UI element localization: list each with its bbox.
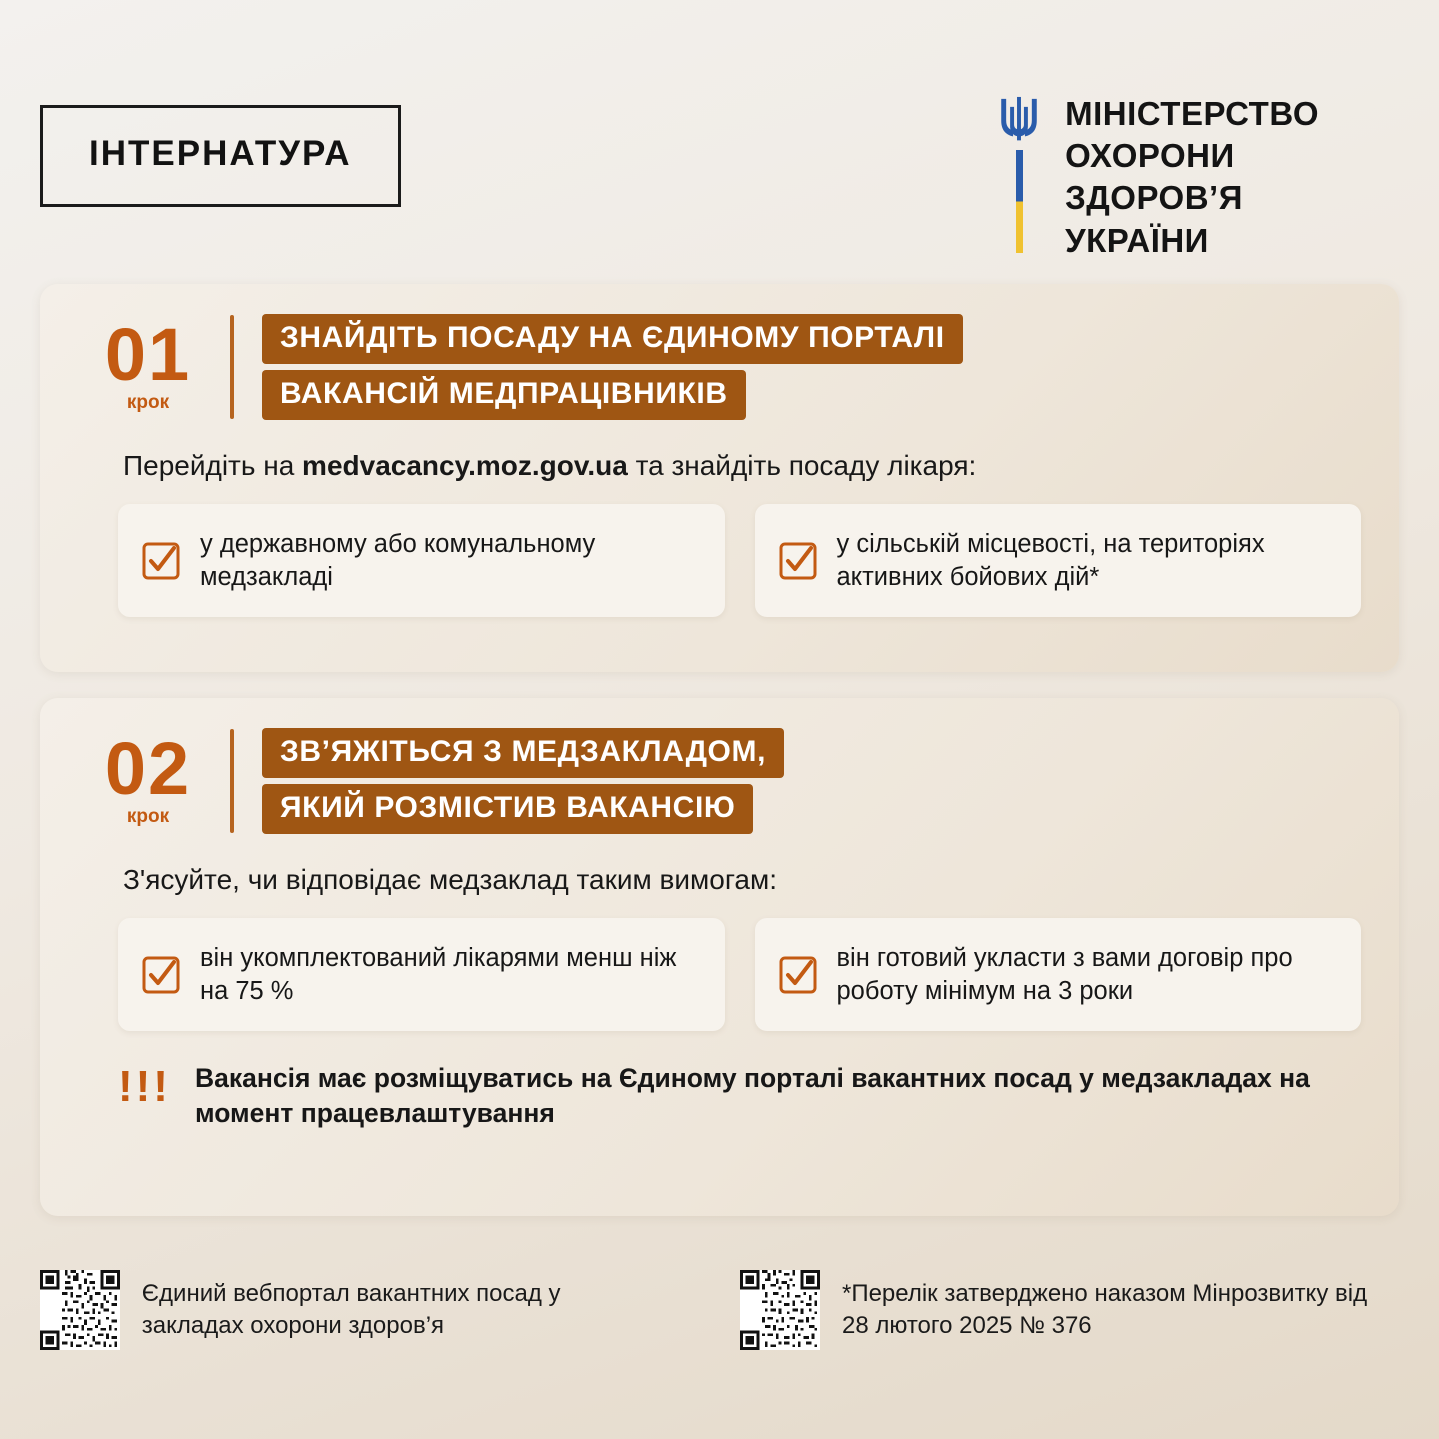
check-item-label: у державному або комунальному медзакладі (200, 529, 596, 591)
step-card-1 (40, 284, 1399, 672)
check-item (118, 918, 725, 1031)
ministry-name (1065, 93, 1319, 262)
step-1-number-caption: крок (126, 392, 170, 414)
ministry-line-2: ОХОРОНИ (1065, 137, 1235, 175)
checkbox-checked-icon (142, 956, 180, 994)
footer-text-portal: Єдиний вебпортал вакантних посад у закладах охорони здоров’я (141, 1279, 561, 1339)
footer-item-order (740, 1254, 1399, 1366)
page-footer (0, 1242, 1439, 1366)
ministry-line-4: УКРАЇНИ (1065, 221, 1209, 259)
checkbox-checked-icon (779, 542, 817, 580)
trident-and-flagbar (993, 93, 1045, 253)
step-2-check-list (118, 918, 1361, 1031)
step-1-lead-link[interactable]: medvacancy.moz.gov.ua (302, 449, 628, 481)
ministry-logo (993, 93, 1319, 262)
check-item-label: він готовий укласти з вами договір про роботу мінімум на 3 роки (836, 943, 1293, 1005)
check-item (755, 504, 1362, 617)
step-1-number: 01 (104, 312, 192, 396)
check-item (755, 918, 1362, 1031)
qr-code-portal[interactable] (40, 1254, 120, 1366)
step-2-title-line-1: ЗВ’ЯЖІТЬСЯ З МЕДЗАКЛАДОМ, (262, 728, 784, 778)
footer-text-order: *Перелік затверджено наказом Мінрозвитку від 28 лютого 2025 № 376 (841, 1279, 1368, 1339)
checkbox-checked-icon (779, 956, 817, 994)
step-1-title-line-1: ЗНАЙДІТЬ ПОСАДУ НА ЄДИНОМУ ПОРТАЛІ (262, 314, 963, 364)
ministry-line-3: ЗДОРОВ’Я (1065, 179, 1243, 217)
step-2-warning-text: Вакансія має розміщуватись на Єдиному порталі вакантних посад у медзакладах на момент працевлаштування (194, 1063, 1310, 1128)
step-2-title-line-2: ЯКИЙ РОЗМІСТИВ ВАКАНСІЮ (262, 784, 753, 834)
footer-item-portal (40, 1254, 660, 1366)
topic-badge (40, 105, 401, 207)
exclamation-icon: !!! (118, 1062, 171, 1112)
step-1-lead-prefix: Перейдіть на (123, 449, 303, 481)
step-1-title-line-2: ВАКАНСІЙ МЕДПРАЦІВНИКІВ (262, 370, 746, 420)
step-2-number: 02 (104, 726, 192, 810)
step-1-title (262, 314, 963, 420)
check-item-label: він укомплектований лікарями менш ніж на 75 % (200, 943, 677, 1005)
qr-code-order[interactable] (740, 1254, 820, 1366)
step-1-divider (230, 315, 234, 419)
step-1-lead (123, 450, 1361, 482)
step-card-2 (40, 698, 1399, 1216)
step-2-lead: З'ясуйте, чи відповідає медзаклад таким вимогам: (123, 863, 778, 895)
topic-badge-label: ІНТЕРНАТУРА (89, 134, 352, 173)
step-2-divider (230, 729, 234, 833)
step-2-title (262, 728, 784, 834)
check-item-label: у сільській місцевості, на територіях активних бойових дій* (836, 529, 1265, 591)
step-2-warning (118, 1061, 1361, 1130)
step-1-check-list (118, 504, 1361, 617)
step-2-header (78, 728, 1361, 834)
check-item (118, 504, 725, 617)
step-1-lead-suffix: та знайдіть посаду лікаря: (627, 449, 977, 481)
ukraine-trident-icon (997, 93, 1041, 144)
checkbox-checked-icon (142, 542, 180, 580)
step-1-header (78, 314, 1361, 420)
ministry-line-1: МІНІСТЕРСТВО (1065, 95, 1319, 132)
step-1-number-block (78, 312, 218, 414)
flag-bar (1016, 150, 1023, 253)
page-header (0, 0, 1439, 262)
step-2-number-caption: крок (126, 806, 170, 828)
step-2-number-block (78, 726, 218, 828)
